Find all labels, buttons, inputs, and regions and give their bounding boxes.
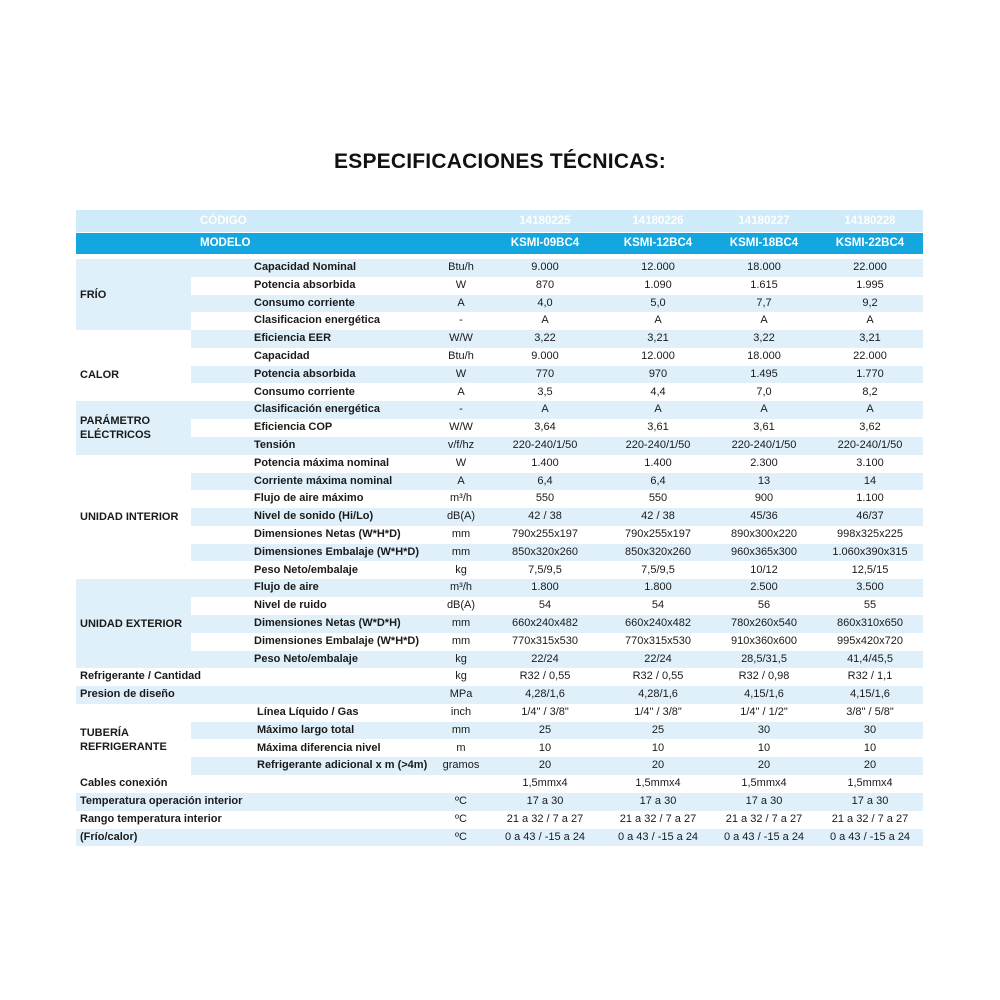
value-cell: 4,28/1,6 xyxy=(638,688,678,701)
value-cell: 3,64 xyxy=(534,421,556,434)
code-header-label: CÓDIGO xyxy=(200,215,247,227)
row-unit: W/W xyxy=(449,332,473,345)
value-cell: 45/36 xyxy=(750,510,778,523)
table-row xyxy=(76,633,923,651)
value-cell: 10 xyxy=(757,741,771,754)
value-cell: 7,7 xyxy=(756,296,772,309)
row-unit: kg xyxy=(455,563,467,576)
row-label: Corriente máxima nominal xyxy=(254,474,393,487)
value-cell: 890x300x220 xyxy=(730,528,798,540)
row-label: Nivel de sonido (Hi/Lo) xyxy=(254,510,374,523)
group-label: CALOR xyxy=(80,368,120,381)
value-cell: 4,4 xyxy=(650,385,666,398)
value-cell: 2.300 xyxy=(750,456,778,469)
row-label: Temperatura operación interior xyxy=(80,795,243,807)
row-unit: W/W xyxy=(449,421,473,434)
model-header-label: MODELO xyxy=(200,237,251,249)
value-cell: 30 xyxy=(863,723,877,736)
value-cell: 46/37 xyxy=(856,510,884,523)
value-cell: 6,4 xyxy=(650,474,666,487)
value-cell: 3,61 xyxy=(647,421,669,434)
row-unit: Btu/h xyxy=(448,261,474,273)
table-row xyxy=(76,330,923,348)
value-cell: 550 xyxy=(648,492,668,505)
value-cell: 20 xyxy=(651,759,665,772)
value-cell: 54 xyxy=(538,599,552,612)
value-cell: 21 a 32 / 7 a 27 xyxy=(725,812,803,825)
row-label: Clasificacion energética xyxy=(254,314,380,327)
group-label: TUBERÍA REFRIGERANTE xyxy=(80,726,167,753)
table-row xyxy=(76,704,923,722)
row-label: Refrigerante / Cantidad xyxy=(80,670,202,683)
table-row xyxy=(76,437,923,455)
value-cell: 17 a 30 xyxy=(639,795,677,807)
row-unit: A xyxy=(457,474,465,487)
page-title: ESPECIFICACIONES TÉCNICAS: xyxy=(334,150,666,173)
table-row xyxy=(76,455,923,473)
row-unit: m xyxy=(456,741,466,754)
value-cell: 22/24 xyxy=(531,652,559,665)
row-unit: - xyxy=(459,314,463,327)
value-cell: 780x260x540 xyxy=(730,617,798,629)
row-label: Clasificación energética xyxy=(254,403,380,416)
value-cell: 56 xyxy=(757,599,771,612)
value-cell: 22.000 xyxy=(853,261,887,273)
model-cell: KSMI-12BC4 xyxy=(623,237,693,249)
row-unit: mm xyxy=(451,634,471,647)
value-cell: 770x315x530 xyxy=(511,634,579,647)
value-cell: A xyxy=(866,314,874,327)
value-cell: 7,5/9,5 xyxy=(528,563,562,576)
value-cell: 3,61 xyxy=(753,421,775,434)
value-cell: 28,5/31,5 xyxy=(741,652,787,665)
value-cell: A xyxy=(866,403,874,416)
row-label: Flujo de aire xyxy=(254,581,319,594)
value-cell: 860x310x650 xyxy=(836,617,904,629)
row-label: Eficiencia COP xyxy=(254,421,333,434)
row-unit: W xyxy=(455,367,467,380)
model-header-row xyxy=(76,233,923,254)
value-cell: 1.090 xyxy=(644,278,672,291)
value-cell: 1,5mmx4 xyxy=(847,777,893,790)
value-cell: 1.100 xyxy=(856,492,884,505)
value-cell: 3.100 xyxy=(856,456,884,469)
value-cell: 3,22 xyxy=(753,332,775,345)
group-label: UNIDAD INTERIOR xyxy=(80,511,179,524)
row-unit: ºC xyxy=(455,812,467,825)
value-cell: 10 xyxy=(863,741,877,754)
row-unit: mm xyxy=(451,545,471,558)
value-cell: 30 xyxy=(757,723,771,736)
value-cell: 9,2 xyxy=(862,296,878,309)
value-cell: 998x325x225 xyxy=(836,528,904,540)
table-row xyxy=(76,686,923,704)
value-cell: 0 a 43 / -15 a 24 xyxy=(723,830,805,843)
value-cell: 5,0 xyxy=(650,296,666,309)
value-cell: 1.800 xyxy=(644,581,672,594)
value-cell: 10 xyxy=(651,741,665,754)
row-unit: mm xyxy=(451,723,471,736)
row-unit: ºC xyxy=(455,830,467,843)
row-unit: A xyxy=(457,296,465,309)
value-cell: 8,2 xyxy=(862,385,878,398)
row-unit: MPa xyxy=(449,688,473,701)
value-cell: 1.615 xyxy=(750,278,778,291)
group-cell xyxy=(76,704,191,775)
table-row xyxy=(76,490,923,508)
row-label: Línea Líquido / Gas xyxy=(257,706,359,718)
row-unit: ºC xyxy=(455,795,467,807)
row-label: Peso Neto/embalaje xyxy=(254,563,358,576)
value-cell: 9.000 xyxy=(531,350,559,362)
value-cell: 20 xyxy=(863,759,877,772)
row-label: Tensión xyxy=(254,439,296,451)
model-cell: KSMI-22BC4 xyxy=(835,237,905,249)
spec-table xyxy=(76,210,923,847)
row-label: Potencia absorbida xyxy=(254,278,356,291)
value-cell: 960x365x300 xyxy=(730,545,798,558)
value-cell: 1.495 xyxy=(750,367,778,380)
table-row xyxy=(76,419,923,437)
value-cell: 770x315x530 xyxy=(624,634,692,647)
value-cell: 12,5/15 xyxy=(851,563,889,576)
value-cell: 21 a 32 / 7 a 27 xyxy=(619,812,697,825)
table-row xyxy=(76,579,923,597)
value-cell: 1.770 xyxy=(856,367,884,380)
row-label: Potencia máxima nominal xyxy=(254,456,390,469)
row-label: Consumo corriente xyxy=(254,296,355,309)
table-row xyxy=(76,384,923,402)
code-header-row xyxy=(76,210,923,232)
value-cell: 3,22 xyxy=(534,332,556,345)
value-cell: A xyxy=(654,403,662,416)
row-label: Peso Neto/embalaje xyxy=(254,652,358,665)
table-row xyxy=(76,775,923,793)
value-cell: 3.500 xyxy=(856,581,884,594)
value-cell: 1/4" / 1/2" xyxy=(740,706,788,718)
row-label: Dimensiones Embalaje (W*H*D) xyxy=(254,634,420,647)
row-unit: m³/h xyxy=(450,581,472,594)
row-label: Rango temperatura interior xyxy=(80,812,222,825)
table-row xyxy=(76,295,923,313)
value-cell: 14 xyxy=(863,474,877,487)
value-cell: 220-240/1/50 xyxy=(731,439,797,451)
table-row xyxy=(76,615,923,633)
value-cell: 7,5/9,5 xyxy=(641,563,675,576)
value-cell: 220-240/1/50 xyxy=(625,439,691,451)
table-row xyxy=(76,348,923,366)
value-cell: 660x240x482 xyxy=(511,617,579,629)
row-unit: dB(A) xyxy=(446,510,476,523)
value-cell: 25 xyxy=(651,723,665,736)
table-row xyxy=(76,562,923,580)
row-unit: kg xyxy=(455,670,467,683)
value-cell: 3,5 xyxy=(537,385,553,398)
value-cell: 18.000 xyxy=(747,261,781,273)
row-label: Máxima diferencia nivel xyxy=(257,741,381,754)
table-row xyxy=(76,277,923,295)
row-unit: Btu/h xyxy=(448,350,474,362)
value-cell: 21 a 32 / 7 a 27 xyxy=(506,812,584,825)
value-cell: 21 a 32 / 7 a 27 xyxy=(831,812,909,825)
row-label: Capacidad Nominal xyxy=(254,261,357,273)
value-cell: 870 xyxy=(535,278,555,291)
row-label: Dimensiones Netas (W*H*D) xyxy=(254,528,401,540)
table-row xyxy=(76,544,923,562)
row-unit: mm xyxy=(451,617,471,629)
value-cell: 1.060x390x315 xyxy=(832,545,908,558)
value-cell: 970 xyxy=(648,367,668,380)
value-cell: 3/8" / 5/8" xyxy=(846,706,894,718)
value-cell: 1.995 xyxy=(856,278,884,291)
value-cell: 13 xyxy=(757,474,771,487)
value-cell: 42 / 38 xyxy=(528,510,562,523)
row-label: Potencia absorbida xyxy=(254,367,356,380)
value-cell: 4,28/1,6 xyxy=(525,688,565,701)
value-cell: 0 a 43 / -15 a 24 xyxy=(829,830,911,843)
table-row xyxy=(76,757,923,775)
table-row xyxy=(76,526,923,544)
row-unit: inch xyxy=(450,706,472,718)
code-cell: 14180226 xyxy=(632,215,684,227)
code-cell: 14180227 xyxy=(738,215,790,227)
value-cell: 55 xyxy=(863,599,877,612)
table-row xyxy=(76,597,923,615)
row-label: Máximo largo total xyxy=(257,723,355,736)
value-cell: 10 xyxy=(538,741,552,754)
row-label: Consumo corriente xyxy=(254,385,355,398)
value-cell: R32 / 0,55 xyxy=(519,670,571,683)
row-unit: v/f/hz xyxy=(447,439,475,451)
row-label: Dimensiones Netas (W*D*H) xyxy=(254,617,401,629)
value-cell: 9.000 xyxy=(531,261,559,273)
group-cell xyxy=(76,401,191,454)
value-cell: 850x320x260 xyxy=(511,545,579,558)
value-cell: A xyxy=(541,314,549,327)
table-row xyxy=(76,668,923,686)
group-cell xyxy=(76,259,191,330)
value-cell: R32 / 0,98 xyxy=(738,670,790,683)
table-row xyxy=(76,740,923,758)
value-cell: 2.500 xyxy=(750,581,778,594)
value-cell: 995x420x720 xyxy=(836,634,904,647)
row-label: Dimensiones Embalaje (W*H*D) xyxy=(254,545,420,558)
value-cell: 660x240x482 xyxy=(624,617,692,629)
value-cell: A xyxy=(541,403,549,416)
value-cell: 20 xyxy=(538,759,552,772)
value-cell: 17 a 30 xyxy=(526,795,564,807)
row-label: Cables conexión xyxy=(80,777,168,790)
row-label: Nivel de ruido xyxy=(254,599,327,612)
value-cell: 12.000 xyxy=(641,350,675,362)
value-cell: A xyxy=(654,314,662,327)
value-cell: 1,5mmx4 xyxy=(741,777,787,790)
group-label: FRÍO xyxy=(80,288,107,301)
row-label: (Frío/calor) xyxy=(80,830,138,843)
value-cell: 790x255x197 xyxy=(511,528,579,540)
table-row xyxy=(76,811,923,829)
row-label: Capacidad xyxy=(254,350,310,362)
value-cell: 1/4" / 3/8" xyxy=(521,706,569,718)
value-cell: 41,4/45,5 xyxy=(847,652,893,665)
value-cell: 900 xyxy=(754,492,774,505)
table-row xyxy=(76,722,923,740)
row-unit: gramos xyxy=(442,759,480,772)
value-cell: 0 a 43 / -15 a 24 xyxy=(617,830,699,843)
value-cell: 3,21 xyxy=(859,332,881,345)
value-cell: 4,15/1,6 xyxy=(744,688,784,701)
value-cell: 1.400 xyxy=(644,456,672,469)
table-row xyxy=(76,473,923,491)
value-cell: A xyxy=(760,314,768,327)
value-cell: 1.800 xyxy=(531,581,559,594)
model-cell: KSMI-18BC4 xyxy=(729,237,799,249)
row-label: Eficiencia EER xyxy=(254,332,332,345)
table-row xyxy=(76,259,923,277)
row-unit: mm xyxy=(451,528,471,540)
value-cell: 22.000 xyxy=(853,350,887,362)
value-cell: 1,5mmx4 xyxy=(522,777,568,790)
row-unit: - xyxy=(459,403,463,416)
value-cell: 3,21 xyxy=(647,332,669,345)
table-row xyxy=(76,793,923,811)
code-cell: 14180225 xyxy=(519,215,571,227)
row-unit: W xyxy=(455,278,467,291)
value-cell: 3,62 xyxy=(859,421,881,434)
value-cell: 910x360x600 xyxy=(730,634,798,647)
group-label: PARÁMETRO ELÉCTRICOS xyxy=(80,415,151,442)
value-cell: 220-240/1/50 xyxy=(512,439,578,451)
value-cell: 4,15/1,6 xyxy=(850,688,890,701)
value-cell: A xyxy=(760,403,768,416)
table-row xyxy=(76,366,923,384)
value-cell: 220-240/1/50 xyxy=(837,439,903,451)
row-label: Flujo de aire máximo xyxy=(254,492,364,505)
model-cell: KSMI-09BC4 xyxy=(510,237,580,249)
group-cell xyxy=(76,579,191,668)
row-unit xyxy=(426,775,496,793)
value-cell: 1/4" / 3/8" xyxy=(634,706,682,718)
value-cell: 550 xyxy=(535,492,555,505)
row-unit: W xyxy=(455,456,467,469)
table-row xyxy=(76,508,923,526)
table-row xyxy=(76,312,923,330)
value-cell: 42 / 38 xyxy=(641,510,675,523)
value-cell: 20 xyxy=(757,759,771,772)
table-row xyxy=(76,401,923,419)
value-cell: 17 a 30 xyxy=(745,795,783,807)
row-unit: m³/h xyxy=(450,492,472,505)
value-cell: 18.000 xyxy=(747,350,781,362)
value-cell: 10/12 xyxy=(750,563,778,576)
value-cell: 770 xyxy=(535,367,555,380)
row-unit: A xyxy=(457,385,465,398)
table-row xyxy=(76,651,923,669)
value-cell: 7,0 xyxy=(756,385,772,398)
value-cell: 22/24 xyxy=(644,652,672,665)
code-cell: 14180228 xyxy=(844,215,896,227)
value-cell: 790x255x197 xyxy=(624,528,692,540)
value-cell: 25 xyxy=(538,723,552,736)
value-cell: 6,4 xyxy=(537,474,553,487)
row-label: Refrigerante adicional x m (>4m) xyxy=(257,759,428,772)
row-unit: kg xyxy=(455,652,467,665)
value-cell: 850x320x260 xyxy=(624,545,692,558)
value-cell: 54 xyxy=(651,599,665,612)
value-cell: R32 / 0,55 xyxy=(632,670,684,683)
value-cell: 12.000 xyxy=(641,261,675,273)
group-cell xyxy=(76,455,191,580)
value-cell: 17 a 30 xyxy=(851,795,889,807)
value-cell: R32 / 1,1 xyxy=(847,670,893,683)
row-label: Presion de diseño xyxy=(80,688,175,701)
value-cell: 0 a 43 / -15 a 24 xyxy=(504,830,586,843)
group-label: UNIDAD EXTERIOR xyxy=(80,617,183,630)
table-row xyxy=(76,829,923,847)
value-cell: 1.400 xyxy=(531,456,559,469)
value-cell: 1,5mmx4 xyxy=(635,777,681,790)
value-cell: 4,0 xyxy=(537,296,553,309)
row-unit: dB(A) xyxy=(446,599,476,612)
